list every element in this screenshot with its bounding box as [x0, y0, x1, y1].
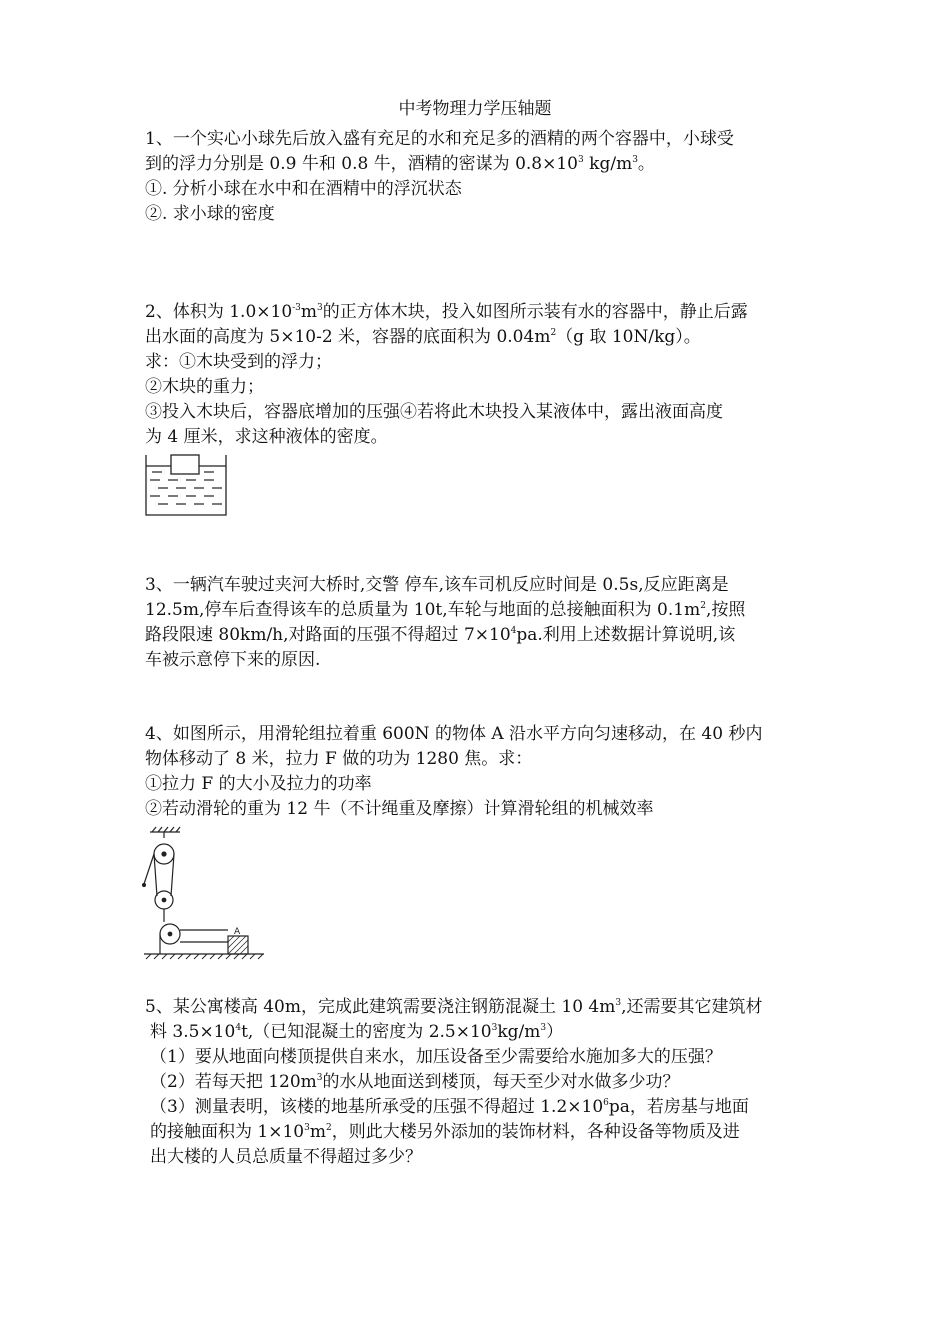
q3-line-2: 12.5m,停车后查得该车的总质量为 10t,车轮与地面的总接触面积为 $0.1m^2$,按照	[145, 600, 746, 620]
q2-line-5: ③投入木块后，容器底增加的压强④若将此木块投入某液体中，露出液面高度	[145, 402, 723, 422]
q5-line-2: 料 $3.5\times 10^4t$,（已知混凝土的密度为 $2.5\times 10^3kg/m^3$）	[150, 1022, 564, 1042]
water-container-figure	[140, 453, 232, 519]
q5-line-4: （2）若每天把 $120m^3$的水从地面送到楼顶，每天至少对水做多少功？	[150, 1072, 680, 1092]
q2-line-3: 求：①木块受到的浮力；	[145, 352, 332, 372]
q4-line-1: 4、如图所示，用滑轮组拉着重 600N 的物体 A 沿水平方向匀速移动，在 40 秒内	[145, 724, 763, 744]
q2-line-4: ②木块的重力；	[145, 377, 264, 397]
q1-line-2: 到的浮力分别是 0.9 牛和 0.8 牛，酒精的密谋为 $0.8\times 10^3$ $kg/m^3$。	[145, 154, 655, 174]
q5-line-6: 的接触面积为 $1\times 10^3m^2$，则此大楼另外添加的装饰材料，各种设备等物质及进	[150, 1122, 740, 1142]
q5-line-5: （3）测量表明，该楼的地基所承受的压强不得超过 $1.2\times 10^6pa$，若房基与地面	[150, 1097, 749, 1117]
q5-line-3: （1）要从地面向楼顶提供自来水，加压设备至少需要给水施加多大的压强？	[150, 1047, 722, 1067]
q5-line-7: 出大楼的人员总质量不得超过多少？	[150, 1147, 422, 1167]
block-a-label: A	[234, 927, 241, 937]
q4-line-4: ②若动滑轮的重为 12 牛（不计绳重及摩擦）计算滑轮组的机械效率	[145, 799, 654, 819]
q5-line-1: 5、某公寓楼高 40m，完成此建筑需要浇注钢筋混凝土 10 $4m^3$,还需要其它建筑材	[145, 997, 763, 1017]
q3-line-3: 路段限速 80km/h,对路面的压强不得超过 $7\times 10^4pa$.利用上述数据计算说明,该	[145, 625, 736, 645]
q2-line-6: 为 4 厘米，求这种液体的密度。	[145, 427, 388, 447]
q3-line-4: 车被示意停下来的原因.	[145, 650, 321, 670]
page-title: 中考物理力学压轴题	[398, 99, 552, 119]
q4-line-2: 物体移动了 8 米，拉力 F 做的功为 1280 焦。求：	[145, 749, 533, 769]
q1-line-1: 1、一个实心小球先后放入盛有充足的水和充足多的酒精的两个容器中，小球受	[145, 129, 734, 149]
q2-line-2: 出水面的高度为 5×10-2 米，容器的底面积为 $0.04m^2(g$ 取 10N/kg）。	[145, 327, 701, 347]
q3-line-1: 3、一辆汽车驶过夹河大桥时,交警 停车,该车司机反应时间是 0.5s,反应距离是	[145, 575, 729, 595]
q2-line-1: 2、体积为 $1.0\times 10^{-3}m^3$的正方体木块，投入如图所示装有水的容器中，静止后露	[145, 302, 748, 322]
q4-line-3: ①拉力 F 的大小及拉力的功率	[145, 774, 372, 794]
pulley-system-figure	[140, 826, 265, 966]
q1-line-3: ①. 分析小球在水中和在酒精中的浮沉状态	[145, 179, 462, 199]
q1-line-4: ②. 求小球的密度	[145, 204, 275, 224]
